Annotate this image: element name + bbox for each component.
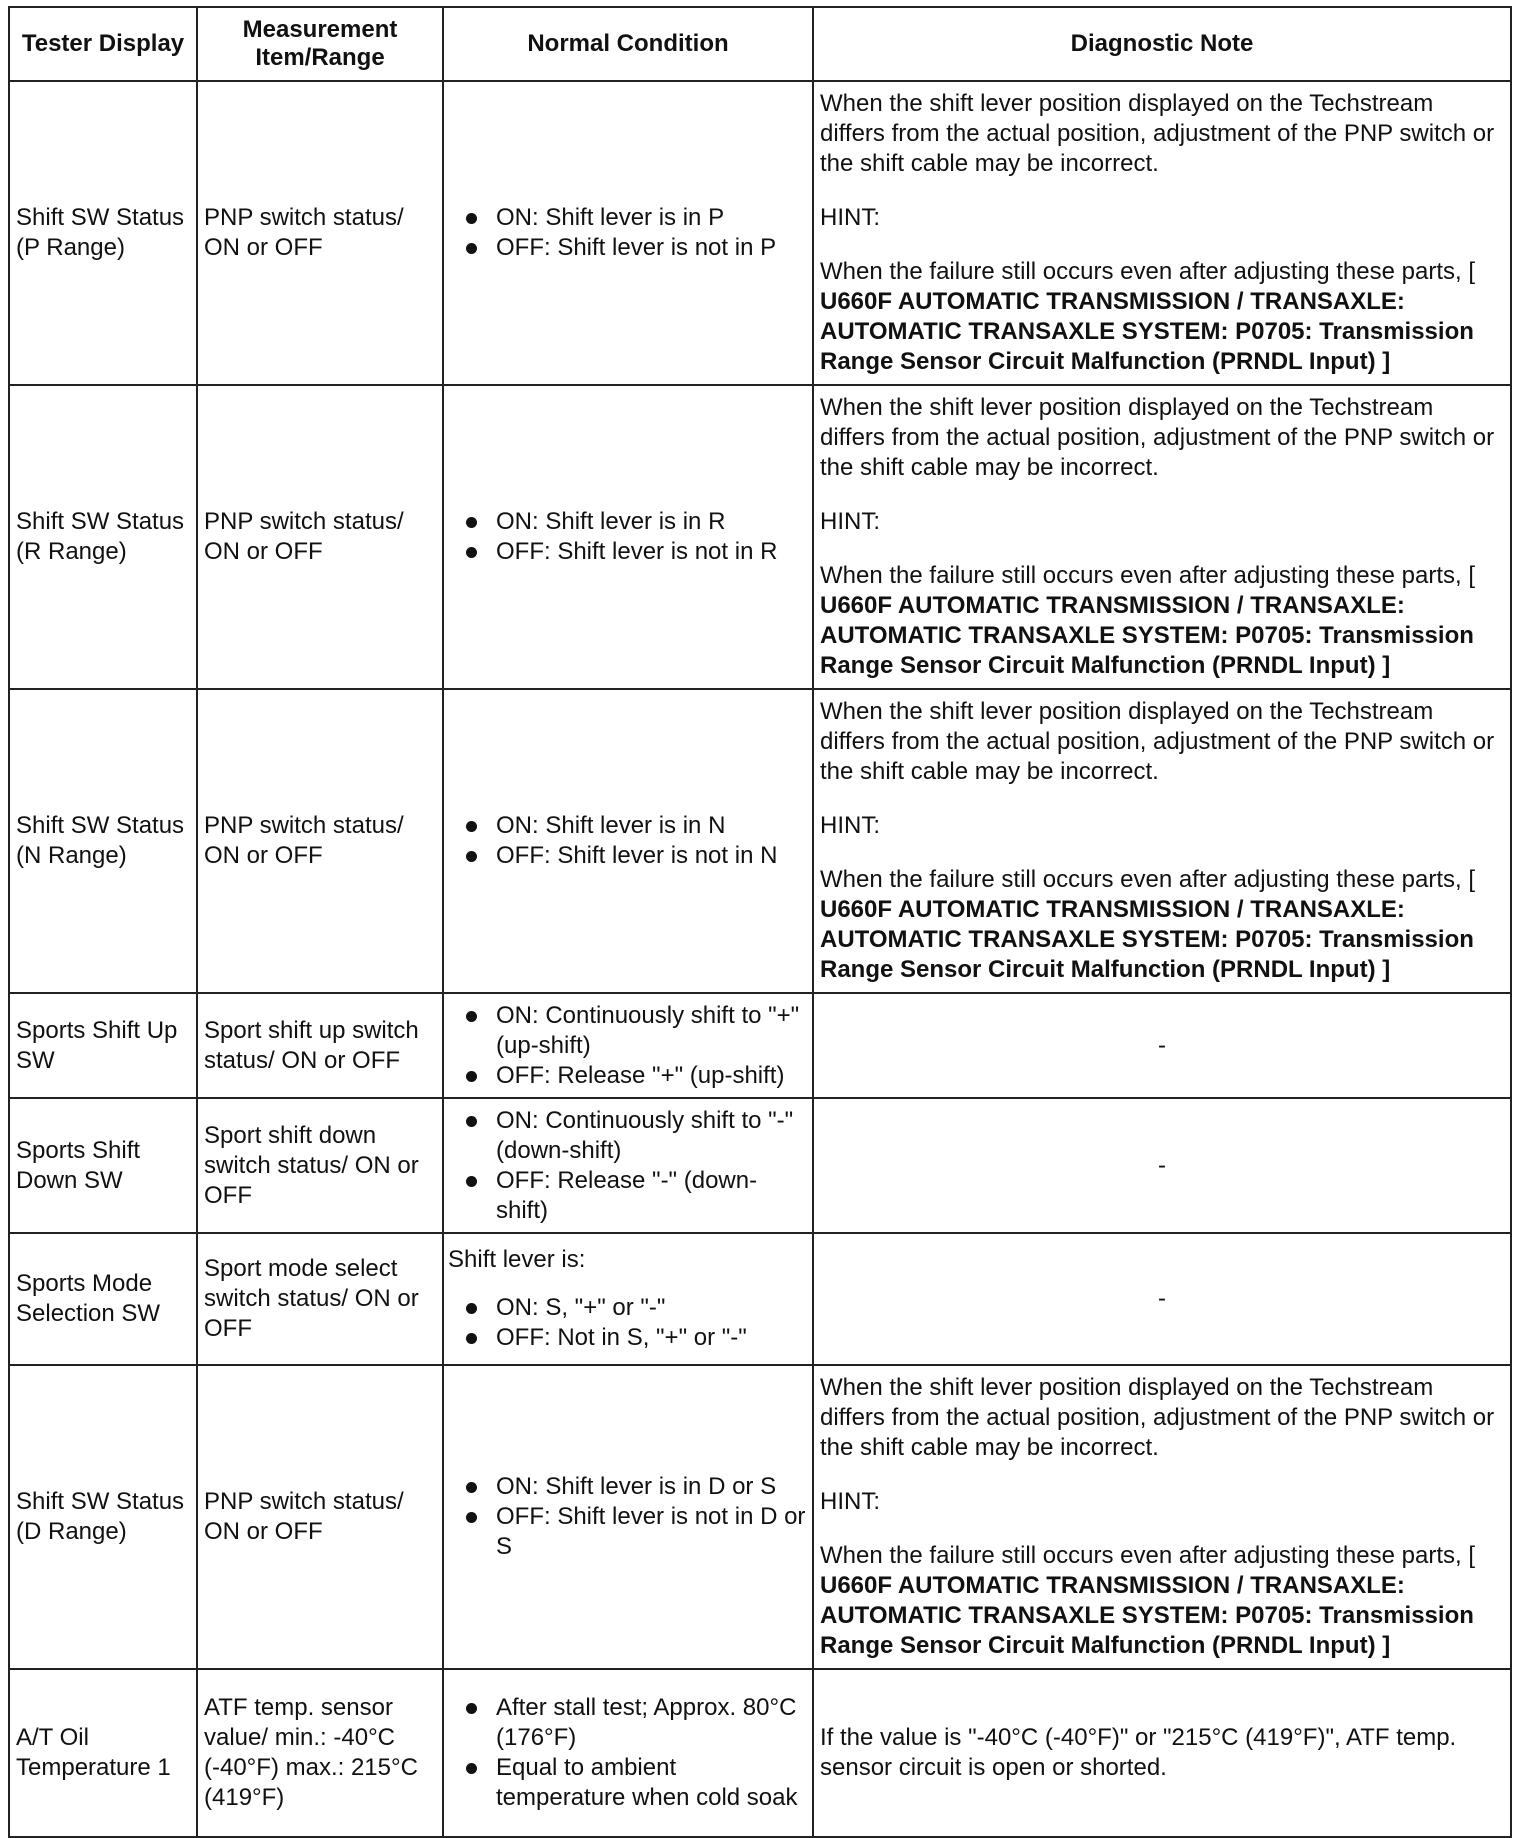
table-row — [9, 1669, 1511, 1837]
table-row — [9, 81, 1511, 385]
condition-off-text: Equal to ambient temperature when cold soak — [496, 1754, 798, 1811]
measurement-item-cell: PNP switch status/ ON or OFF — [197, 1365, 443, 1669]
condition-on — [448, 1472, 806, 1502]
condition-off — [448, 1502, 806, 1562]
table-row — [9, 993, 1511, 1098]
normal-condition-cell — [443, 689, 813, 993]
condition-list — [448, 1293, 806, 1353]
note-failure — [820, 561, 1504, 681]
condition-off-text: OFF: Shift lever is not in P — [496, 234, 777, 261]
measurement-item-cell: PNP switch status/ ON or OFF — [197, 689, 443, 993]
condition-on-text: ON: Continuously shift to "-" (down-shift) — [496, 1106, 794, 1164]
condition-list — [448, 1693, 806, 1813]
tester-display-cell: Shift SW Status (R Range) — [9, 385, 197, 689]
note-failure-text: When the failure still occurs even after adjusting these parts, [ — [820, 1542, 1475, 1569]
condition-on — [448, 1293, 806, 1323]
measurement-item-cell: ATF temp. sensor value/ min.: -40°C (-40°F) max.: 215°C (419°F) — [197, 1669, 443, 1837]
table-row — [9, 689, 1511, 993]
note-failure-text: When the failure still occurs even after adjusting these parts, [ — [820, 562, 1475, 589]
note-failure-text: When the failure still occurs even after adjusting these parts, [ — [820, 866, 1475, 893]
condition-on — [448, 507, 806, 537]
measurement-item-cell: Sport shift up switch status/ ON or OFF — [197, 993, 443, 1098]
condition-off-text: OFF: Release "+" (up-shift) — [496, 1061, 785, 1089]
note-failure — [820, 865, 1504, 985]
condition-on-text: ON: Continuously shift to "+" (up-shift) — [496, 1001, 800, 1059]
table-row — [9, 385, 1511, 689]
condition-off — [448, 1061, 806, 1091]
note-hint: HINT: — [820, 812, 880, 839]
table-row — [9, 1365, 1511, 1669]
condition-lead: Shift lever is: — [448, 1246, 586, 1273]
header-tester-display: Tester Display — [9, 7, 197, 81]
diagnostic-note-cell — [813, 385, 1511, 689]
diagnostic-note-cell: - — [813, 1233, 1511, 1365]
bullet-icon — [466, 517, 477, 528]
reference-link[interactable]: U660F AUTOMATIC TRANSMISSION / TRANSAXLE: AUTOMATIC TRANSAXLE SYSTEM: P0705: Transmission Range Sensor Circuit Malfunction (PRNDL Input) ] — [820, 592, 1474, 679]
tester-display-cell: Shift SW Status (N Range) — [9, 689, 197, 993]
condition-on — [448, 1106, 806, 1166]
bullet-icon — [466, 243, 477, 254]
condition-list — [448, 1001, 806, 1091]
condition-off-text: OFF: Shift lever is not in R — [496, 538, 778, 565]
diagnostic-note-cell: If the value is "-40°C (-40°F)" or "215°C (419°F)", ATF temp. sensor circuit is open or shorted. — [813, 1669, 1511, 1837]
bullet-icon — [466, 1763, 477, 1774]
reference-link[interactable]: U660F AUTOMATIC TRANSMISSION / TRANSAXLE: AUTOMATIC TRANSAXLE SYSTEM: P0705: Transmission Range Sensor Circuit Malfunction (PRNDL Input) ] — [820, 288, 1474, 375]
condition-off — [448, 841, 806, 871]
normal-condition-cell — [443, 1233, 813, 1365]
bullet-icon — [466, 547, 477, 558]
bullet-icon — [466, 1333, 477, 1344]
condition-on-text: ON: S, "+" or "-" — [496, 1294, 666, 1321]
measurement-item-cell: PNP switch status/ ON or OFF — [197, 81, 443, 385]
diagnostic-note-cell — [813, 1365, 1511, 1669]
condition-on-text: ON: Shift lever is in P — [496, 204, 725, 231]
header-measurement-item: Measurement Item/Range — [197, 7, 443, 81]
note-hint: HINT: — [820, 508, 880, 535]
measurement-item-cell: PNP switch status/ ON or OFF — [197, 385, 443, 689]
condition-off — [448, 1166, 806, 1226]
note-intro: When the shift lever position displayed on the Techstream differs from the actual position, adjustment of the PNP switch or the shift cable may be incorrect. — [820, 90, 1495, 177]
condition-on — [448, 1001, 806, 1061]
table-row — [9, 1233, 1511, 1365]
bullet-icon — [466, 1512, 477, 1523]
reference-link[interactable]: U660F AUTOMATIC TRANSMISSION / TRANSAXLE: AUTOMATIC TRANSAXLE SYSTEM: P0705: Transmission Range Sensor Circuit Malfunction (PRNDL Input) ] — [820, 896, 1474, 983]
normal-condition-cell — [443, 1365, 813, 1669]
tester-display-cell: Sports Shift Down SW — [9, 1098, 197, 1233]
condition-list — [448, 507, 806, 567]
measurement-item-cell: Sport mode select switch status/ ON or OFF — [197, 1233, 443, 1365]
bullet-icon — [466, 851, 477, 862]
bullet-icon — [466, 1482, 477, 1493]
condition-list — [448, 1472, 806, 1562]
condition-on-text: After stall test; Approx. 80°C (176°F) — [496, 1694, 797, 1751]
condition-off-text: OFF: Shift lever is not in N — [496, 842, 778, 869]
condition-off-text: OFF: Shift lever is not in D or S — [496, 1503, 806, 1560]
bullet-icon — [466, 1071, 477, 1082]
note-intro: When the shift lever position displayed on the Techstream differs from the actual position, adjustment of the PNP switch or the shift cable may be incorrect. — [820, 698, 1495, 785]
bullet-icon — [466, 1703, 477, 1714]
diagnostic-note-cell — [813, 81, 1511, 385]
note-hint: HINT: — [820, 1488, 880, 1515]
diagnostic-note-cell: - — [813, 993, 1511, 1098]
condition-list — [448, 811, 806, 871]
diagnostic-table — [8, 6, 1512, 1838]
tester-display-cell: Shift SW Status (D Range) — [9, 1365, 197, 1669]
condition-off — [448, 537, 806, 567]
condition-off-text: OFF: Not in S, "+" or "-" — [496, 1324, 747, 1351]
header-normal-condition: Normal Condition — [443, 7, 813, 81]
condition-on-text: ON: Shift lever is in D or S — [496, 1473, 777, 1500]
table-row — [9, 1098, 1511, 1233]
condition-on — [448, 1693, 806, 1753]
bullet-icon — [466, 213, 477, 224]
note-failure-text: When the failure still occurs even after adjusting these parts, [ — [820, 258, 1475, 285]
normal-condition-cell — [443, 1098, 813, 1233]
condition-list — [448, 203, 806, 263]
reference-link[interactable]: U660F AUTOMATIC TRANSMISSION / TRANSAXLE: AUTOMATIC TRANSAXLE SYSTEM: P0705: Transmission Range Sensor Circuit Malfunction (PRNDL Input) ] — [820, 1572, 1474, 1659]
bullet-icon — [466, 1116, 477, 1127]
tester-display-cell: Sports Shift Up SW — [9, 993, 197, 1098]
condition-on-text: ON: Shift lever is in R — [496, 508, 726, 535]
condition-on-text: ON: Shift lever is in N — [496, 812, 726, 839]
normal-condition-cell — [443, 81, 813, 385]
bullet-icon — [466, 821, 477, 832]
bullet-icon — [466, 1011, 477, 1022]
table-header-row — [9, 7, 1511, 81]
measurement-item-cell: Sport shift down switch status/ ON or OFF — [197, 1098, 443, 1233]
bullet-icon — [466, 1303, 477, 1314]
note-intro: When the shift lever position displayed on the Techstream differs from the actual position, adjustment of the PNP switch or the shift cable may be incorrect. — [820, 1374, 1495, 1461]
note-failure — [820, 1541, 1504, 1661]
note-intro: When the shift lever position displayed on the Techstream differs from the actual position, adjustment of the PNP switch or the shift cable may be incorrect. — [820, 394, 1495, 481]
condition-off — [448, 1753, 806, 1813]
tester-display-cell: Sports Mode Selection SW — [9, 1233, 197, 1365]
condition-on — [448, 811, 806, 841]
tester-display-cell: Shift SW Status (P Range) — [9, 81, 197, 385]
condition-off-text: OFF: Release "-" (down-shift) — [496, 1166, 758, 1224]
condition-off — [448, 1323, 806, 1353]
condition-off — [448, 233, 806, 263]
bullet-icon — [466, 1176, 477, 1187]
note-hint: HINT: — [820, 204, 880, 231]
tester-display-cell: A/T Oil Temperature 1 — [9, 1669, 197, 1837]
condition-on — [448, 203, 806, 233]
diagnostic-note-cell: - — [813, 1098, 1511, 1233]
diagnostic-note-cell — [813, 689, 1511, 993]
normal-condition-cell — [443, 385, 813, 689]
condition-list — [448, 1106, 806, 1226]
header-diagnostic-note: Diagnostic Note — [813, 7, 1511, 81]
normal-condition-cell — [443, 993, 813, 1098]
normal-condition-cell — [443, 1669, 813, 1837]
note-failure — [820, 257, 1504, 377]
